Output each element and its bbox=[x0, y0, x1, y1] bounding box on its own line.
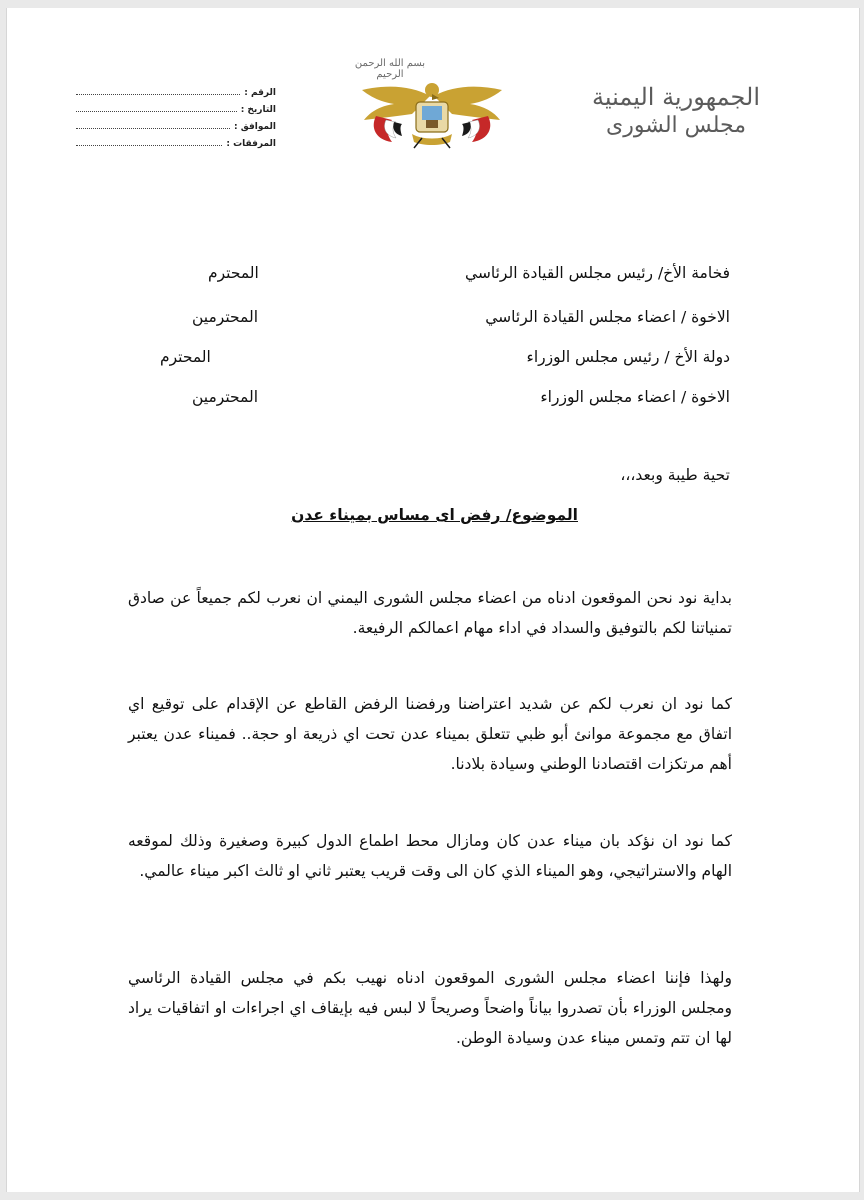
institution-council: مجلس الشورى bbox=[606, 113, 746, 138]
addressee-honorific: المحترم bbox=[160, 348, 211, 366]
reference-fields bbox=[76, 86, 276, 154]
body-paragraph: بداية نود نحن الموقعون ادناه من اعضاء مجلس الشورى اليمني ان نعرب لكم جميعاً عن صادق تمنياتنا لكم بالتوفيق والسداد في اداء مهام اعمالكم الرفيعة. bbox=[128, 589, 732, 637]
addressee-name: الاخوة / اعضاء مجلس القيادة الرئاسي bbox=[485, 308, 730, 326]
addressee-name: فخامة الأخ/ رئيس مجلس القيادة الرئاسي bbox=[464, 264, 730, 282]
subject-line: الموضوع/ رفض اى مساس بميناء عدن bbox=[291, 506, 578, 524]
addressee-honorific: المحترمين bbox=[192, 388, 259, 406]
reference-date-field: التاريخ : bbox=[76, 103, 276, 120]
institution-letterhead bbox=[576, 82, 776, 140]
addressee-name: الاخوة / اعضاء مجلس الوزراء bbox=[540, 388, 730, 406]
yemen-emblem-icon bbox=[352, 76, 512, 150]
body-paragraph: كما نود ان نؤكد بان ميناء عدن كان ومازال محط اطماع الدول كبيرة وصغيرة وذلك لموقعه الهام والاستراتيجي، وهو الميناء الذي كان الى وقت قريب يعتبر ثاني او ثالث اكبر ميناء عالمي. bbox=[128, 832, 732, 880]
reference-corresponding-field: الموافق : bbox=[76, 120, 276, 137]
institution-republic: الجمهورية اليمنية bbox=[591, 83, 761, 111]
body-paragraph: كما نود ان نعرب لكم عن شديد اعتراضنا ورفضنا الرفض القاطع عن الإقدام على توقيع اي اتفاق مع مجموعة موانئ أبو ظبي تتعلق بميناء عدن تحت اي ذريعة او حجة.. فميناء عدن يعتبر أهم مرتكزات اقتصادنا الوطني وسيادة بلادنا. bbox=[128, 695, 732, 773]
reference-number-field: الرقم : bbox=[76, 86, 276, 103]
body-paragraph: ولهذا فإننا اعضاء مجلس الشورى الموقعون ادناه نهيب بكم في مجلس القيادة الرئاسي ومجلس الوزراء بأن تصدروا بياناً واضحاً وصريحاً لا لبس فيه بإيقاف اي اجراءات او اتفاقيات يراد لها ان تتم وتمس ميناء عدن وسيادة الوطن. bbox=[128, 969, 732, 1047]
addressee-honorific: المحترم bbox=[208, 264, 259, 282]
reference-attachments-field: المرفقات : bbox=[76, 137, 276, 154]
greeting: تحية طيبة وبعد،،، bbox=[620, 466, 730, 484]
basmala: بسم الله الرحمن الرحيم bbox=[354, 58, 426, 80]
addressee-honorific: المحترمين bbox=[192, 308, 259, 326]
addressee-name: دولة الأخ / رئيس مجلس الوزراء bbox=[526, 348, 730, 366]
